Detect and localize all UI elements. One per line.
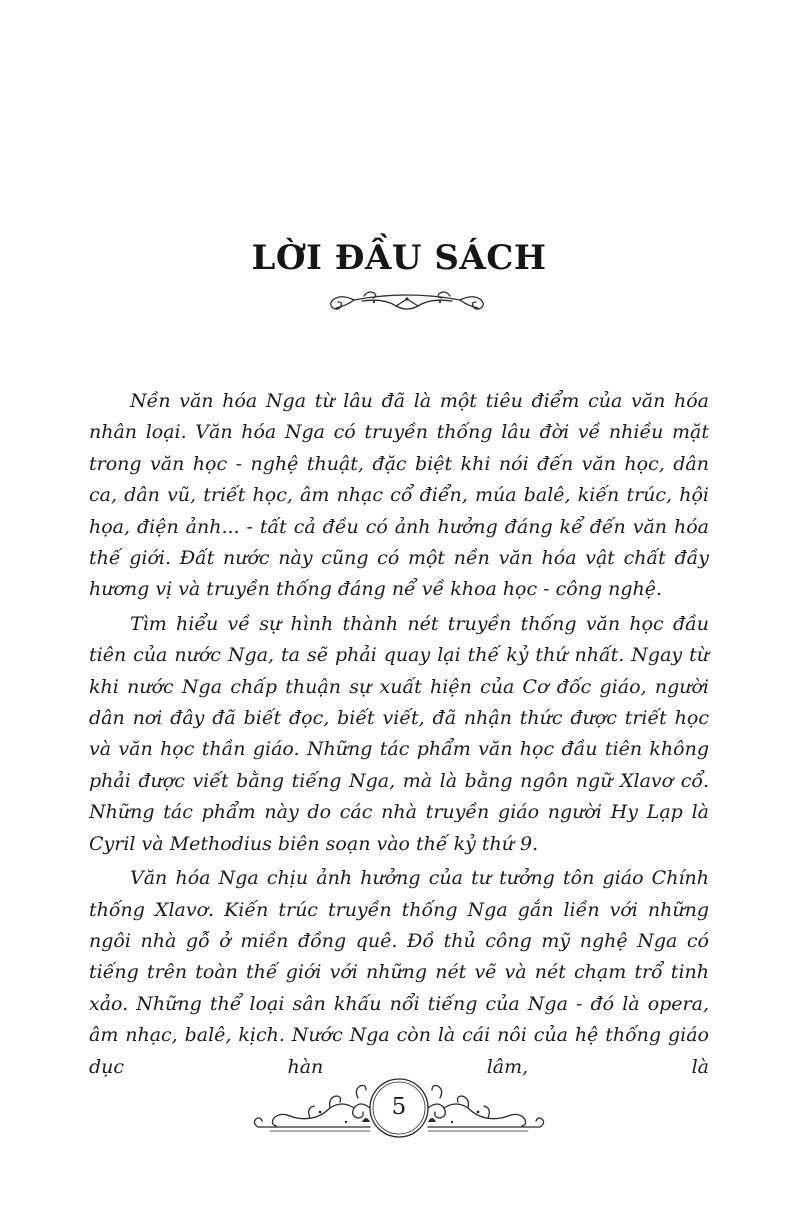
- paragraph-3: Văn hóa Nga chịu ảnh hưởng của tư tưởng tôn giáo Chính thống Xlavơ. Kiến trúc truyền thống Nga gắn liền với những ngôi nhà gỗ ở miền đồng quê. Đồ thủ công mỹ nghệ Nga có tiếng trên toàn thế giới với những nét vẽ và nét chạm trổ tinh xảo. Những thể loại sân khấu nổi tiếng của Nga - đó là opera, âm nhạc, balê, kịch. Nước Nga còn là cái nôi của hệ thống giáo dục hàn lâm, là: [89, 867, 709, 1078]
- page-title: LỜI ĐẦU SÁCH: [251, 238, 547, 278]
- paragraph-2: Tìm hiểu về sự hình thành nét truyền thống văn học đầu tiên của nước Nga, ta sẽ phải quay lại thế kỷ thứ nhất. Ngay từ khi nước Nga chấp thuận sự xuất hiện của Cơ đốc giáo, người dân nơi đây đã biết đọc, biết viết, đã nhận thức được triết học và văn học thần giáo. Những tác phẩm văn học đầu tiên không phải được viết bằng tiếng Nga, mà là bằng ngôn ngữ Xlavơ cổ. Những tác phẩm này do các nhà truyền giáo người Hy Lạp là Cyril và Methodius biên soạn vào thế kỷ thứ 9.: [89, 612, 709, 855]
- page-number-footer: [250, 1078, 548, 1148]
- title-flourish-ornament: [324, 286, 490, 316]
- page-number: 5: [391, 1094, 407, 1120]
- paragraph-1: Nền văn hóa Nga từ lâu đã là một tiêu điểm của văn hóa nhân loại. Văn hóa Nga có truyền thống lâu đời về nhiều mặt trong văn học - nghệ thuật, đặc biệt khi nói đến văn học, dân ca, dân vũ, triết học, âm nhạc cổ điển, múa balê, kiến trúc, hội họa, điện ảnh... - tất cả đều có ảnh hưởng đáng kể đến văn hóa thế giới. Đất nước này cũng có một nền văn hóa vật chất đầy hương vị và truyền thống đáng nể về khoa học - công nghệ.: [89, 390, 709, 601]
- body-text: [89, 386, 709, 1083]
